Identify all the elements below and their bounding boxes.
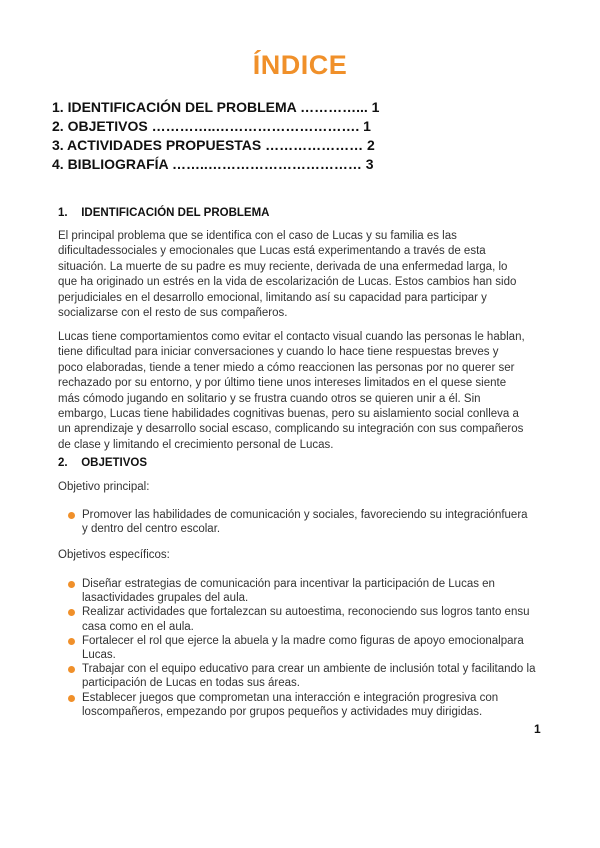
section-2-number: 2. <box>58 457 68 469</box>
section-1-paragraph-1: El principal problema que se identifica con el caso de Lucas y su familia es las dificultadessociales y emocionales que Lucas está experimentando a través de esta situación. La muerte de su padre es muy reciente, derivada de una enfermedad larga, lo que ha originado un estrés en la vida de escolarización de Lucas. Estos cambios han sido perjudiciales en el desarrollo emocional, limitando así su capacidad para participar y socializarse con el resto de sus compañeros. <box>58 230 517 320</box>
bullet-dot-icon <box>68 695 75 702</box>
list-item: Trabajar con el equipo educativo para crear un ambiente de inclusión total y facilitando la participación de Lucas en todas sus áreas. <box>66 662 536 690</box>
toc-entry-bibliografia[interactable]: 4. BIBLIOGRAFÍA ……..…………………………… 3 <box>52 156 374 172</box>
toc-entry-actividades[interactable]: 3. ACTIVIDADES PROPUESTAS ………………… 2 <box>52 137 375 153</box>
toc-entry-objetivos[interactable]: 2. OBJETIVOS …………..…………………………. 1 <box>52 118 371 134</box>
bullet-dot-icon <box>68 512 75 519</box>
list-item: Diseñar estrategias de comunicación para incentivar la participación de Lucas en lasactividades grupales del aula. <box>66 577 536 605</box>
bullet-dot-icon <box>68 638 75 645</box>
bullet-dot-icon <box>68 581 75 588</box>
bullet-dot-icon <box>68 666 75 673</box>
page-number: 1 <box>534 722 541 736</box>
section-1-paragraph-2: Lucas tiene comportamientos como evitar el contacto visual cuando las personas le hablan, tiene dificultad para iniciar conversaciones y cuando lo hace tiene respuestas breves y poco elaboradas, tiende a tener miedo a cómo reaccionen las personas por no querer ser rechazado por su entorno, y por último tiene unos intereses limitados en el quese siente más cómodo jugando en solitario y se frustra cuando otros se quieren unir a él. Sin embargo, Lucas tiene habilidades cognitivas buenas, pero su aislamiento social conlleva a un aprendizaje y desarrollo social escaso, complicando su integración con sus compañeros de clase y limitando el crecimiento personal de Lucas. <box>58 331 525 451</box>
table-of-contents <box>52 98 412 174</box>
main-objective-label: Objetivo principal: <box>58 481 150 493</box>
specific-objectives-list <box>66 577 536 719</box>
section-1-heading <box>58 207 269 219</box>
list-item: Realizar actividades que fortalezcan su autoestima, reconociendo sus logros tanto ensu casa como en el aula. <box>66 605 536 633</box>
section-1-number: 1. <box>58 207 68 219</box>
list-item: Establecer juegos que comprometan una interacción e integración progresiva con loscompañeros, empezando por grupos pequeños y actividades muy dirigidas. <box>66 691 536 719</box>
specific-objectives-label: Objetivos específicos: <box>58 549 170 561</box>
section-2-title: OBJETIVOS <box>81 457 148 469</box>
main-objectives-list <box>66 508 536 536</box>
section-2-heading <box>58 457 147 469</box>
list-item: Promover las habilidades de comunicación y sociales, favoreciendo su integraciónfuera y dentro del centro escolar. <box>66 508 536 536</box>
index-title: ÍNDICE <box>252 50 348 80</box>
bullet-dot-icon <box>68 609 75 616</box>
list-item: Fortalecer el rol que ejerce la abuela y la madre como figuras de apoyo emocionalpara Lucas. <box>66 634 536 662</box>
toc-entry-identificacion[interactable]: 1. IDENTIFICACIÓN DEL PROBLEMA …………... 1 <box>52 99 380 115</box>
section-1-title: IDENTIFICACIÓN DEL PROBLEMA <box>81 207 270 219</box>
